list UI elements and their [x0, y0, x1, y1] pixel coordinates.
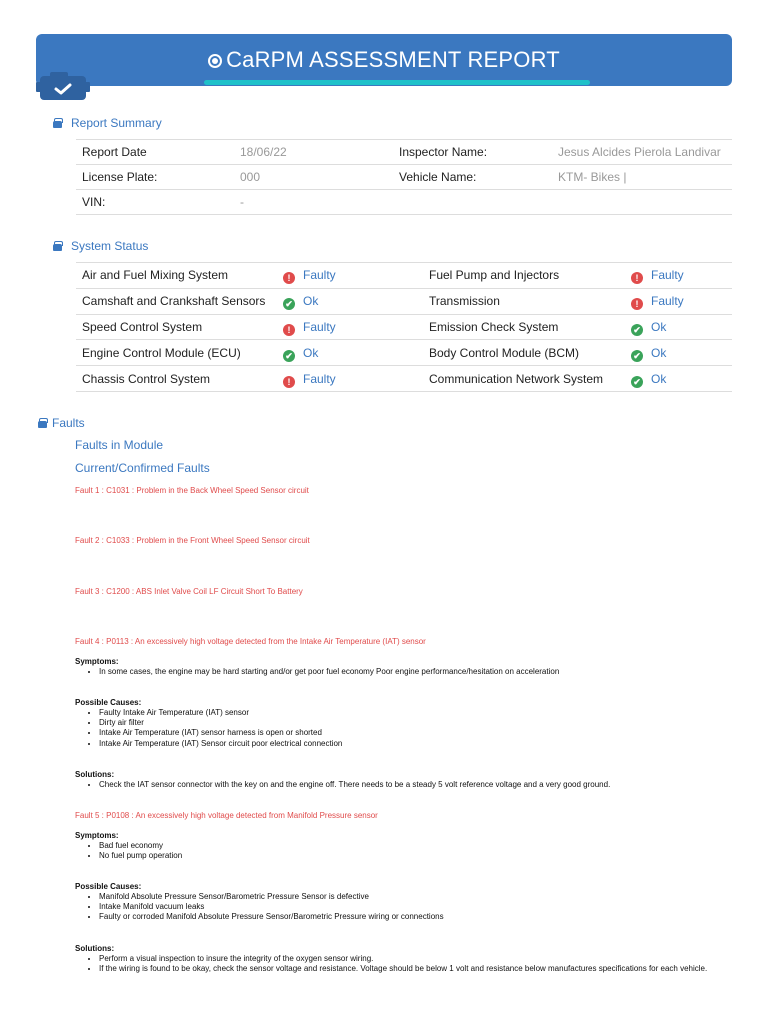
status-badge [283, 294, 318, 308]
system-status-cell [277, 263, 423, 289]
causes-label: Possible Causes: [75, 882, 142, 891]
status-text: Faulty [651, 268, 684, 283]
solutions-label: Solutions: [75, 770, 115, 779]
status-badge [631, 320, 666, 334]
table-row [76, 140, 732, 165]
fault-5-title: Fault 5 : P0108 : An excessively high voltage detected from Manifold Pressure sensor [75, 811, 378, 820]
status-text: Ok [303, 294, 319, 309]
system-name: Fuel Pump and Injectors [423, 263, 625, 289]
list-item: • Bad fuel economy [99, 841, 719, 851]
vin-value: - [234, 190, 393, 215]
report-summary-table [76, 139, 732, 215]
table-row [76, 263, 732, 289]
system-status-cell [625, 314, 732, 340]
table-row [76, 190, 732, 215]
report-title: CaRPM ASSESSMENT REPORT [36, 47, 732, 73]
system-status-cell [277, 288, 423, 314]
system-status-cell [625, 366, 732, 392]
system-name: Camshaft and Crankshaft Sensors [76, 288, 277, 314]
field-label: Vehicle Name: [393, 165, 552, 190]
status-text: Faulty [303, 268, 336, 283]
empty-cell [393, 190, 552, 215]
list-item: • Perform a visual inspection to insure the integrity of the oxygen sensor wiring. [99, 954, 719, 964]
vehicle-name-value: KTM- Bikes | [552, 165, 732, 190]
symptoms-label: Symptoms: [75, 657, 119, 666]
list-item: • If the wiring is found to be okay, check the sensor voltage and resistance. Voltage should be below 1 volt and resistance below manufactures specifications for each vehicle. [99, 964, 719, 974]
status-badge [283, 268, 336, 282]
exclamation-icon: ! [631, 298, 643, 310]
field-label: Inspector Name: [393, 140, 552, 165]
fault-4-symptoms-list [99, 667, 719, 677]
system-name: Chassis Control System [76, 366, 277, 392]
inspector-name-value: Jesus Alcides Pierola Landivar [552, 140, 732, 165]
status-text: Faulty [303, 319, 336, 334]
report-header-banner [36, 34, 732, 86]
fault-2-title: Fault 2 : C1033 : Problem in the Front Wheel Speed Sensor circuit [75, 536, 310, 545]
exclamation-icon: ! [283, 272, 295, 284]
system-status-cell [277, 340, 423, 366]
system-status-cell [625, 288, 732, 314]
section-report-summary: Report Summary [53, 116, 162, 130]
status-badge [283, 372, 336, 386]
list-item: • Faulty or corroded Manifold Absolute Pressure Sensor/Barometric Pressure wiring or connections [99, 912, 719, 922]
exclamation-icon: ! [283, 376, 295, 388]
exclamation-icon: ! [283, 324, 295, 336]
car-icon [53, 121, 62, 128]
status-text: Ok [651, 319, 667, 334]
status-badge [631, 294, 684, 308]
carpm-logo-icon [208, 54, 222, 68]
car-icon [53, 244, 62, 251]
thumbs-up-icon: ✔ [631, 376, 643, 388]
list-item: • Intake Air Temperature (IAT) Sensor circuit poor electrical connection [99, 739, 719, 749]
system-name: Communication Network System [423, 366, 625, 392]
system-status-cell [625, 263, 732, 289]
symptoms-label: Symptoms: [75, 831, 119, 840]
table-row [76, 288, 732, 314]
thumbs-up-icon: ✔ [631, 350, 643, 362]
system-status-table [76, 262, 732, 392]
field-label: License Plate: [76, 165, 234, 190]
status-badge [631, 372, 666, 386]
status-text: Faulty [303, 371, 336, 386]
fault-4-causes-list [99, 708, 719, 749]
list-item: • Check the IAT sensor connector with the key on and the engine off. There needs to be a steady 5 volt reference voltage and a very good ground. [99, 780, 719, 790]
section-system-status: System Status [53, 239, 148, 253]
fault-5-solutions-list [99, 954, 719, 974]
fault-4-title: Fault 4 : P0113 : An excessively high voltage detected from the Intake Air Temperature (IAT) sensor [75, 637, 426, 646]
list-item: • Intake Manifold vacuum leaks [99, 902, 719, 912]
status-text: Ok [651, 345, 667, 360]
solutions-label: Solutions: [75, 944, 115, 953]
table-row [76, 366, 732, 392]
status-badge [631, 346, 666, 360]
system-status-cell [625, 340, 732, 366]
field-label: Report Date [76, 140, 234, 165]
system-name: Air and Fuel Mixing System [76, 263, 277, 289]
system-status-cell [277, 366, 423, 392]
section-faults: Faults [38, 416, 85, 430]
status-text: Faulty [651, 294, 684, 309]
system-status-cell [277, 314, 423, 340]
fault-1-title: Fault 1 : C1031 : Problem in the Back Wheel Speed Sensor circuit [75, 486, 309, 495]
title-underline [204, 80, 590, 85]
table-row [76, 340, 732, 366]
fault-4-solutions-list [99, 780, 719, 790]
list-item: • Dirty air filter [99, 718, 719, 728]
thumbs-up-icon: ✔ [283, 298, 295, 310]
car-icon [38, 421, 47, 428]
table-row [76, 165, 732, 190]
system-name: Body Control Module (BCM) [423, 340, 625, 366]
fault-5-symptoms-list [99, 841, 719, 861]
system-name: Transmission [423, 288, 625, 314]
list-item: • Faulty Intake Air Temperature (IAT) sensor [99, 708, 719, 718]
current-faults-heading: Current/Confirmed Faults [75, 461, 210, 475]
license-plate-value: 000 [234, 165, 393, 190]
exclamation-icon: ! [631, 272, 643, 284]
empty-cell [552, 190, 732, 215]
list-item: • Intake Air Temperature (IAT) sensor harness is open or shorted [99, 728, 719, 738]
list-item: • In some cases, the engine may be hard starting and/or get poor fuel economy Poor engine performance/hesitation on acceleration [99, 667, 719, 677]
field-label: VIN: [76, 190, 234, 215]
list-item: • No fuel pump operation [99, 851, 719, 861]
status-badge [283, 320, 336, 334]
system-name: Engine Control Module (ECU) [76, 340, 277, 366]
status-text: Ok [303, 345, 319, 360]
engine-check-icon [36, 70, 90, 104]
status-badge [631, 268, 684, 282]
faults-in-module-heading: Faults in Module [75, 438, 164, 452]
fault-5-causes-list [99, 892, 719, 923]
thumbs-up-icon: ✔ [283, 350, 295, 362]
fault-3-title: Fault 3 : C1200 : ABS Inlet Valve Coil LF Circuit Short To Battery [75, 587, 303, 596]
report-date-value: 18/06/22 [234, 140, 393, 165]
list-item: • Manifold Absolute Pressure Sensor/Barometric Pressure Sensor is defective [99, 892, 719, 902]
system-name: Speed Control System [76, 314, 277, 340]
causes-label: Possible Causes: [75, 698, 142, 707]
status-text: Ok [651, 371, 667, 386]
thumbs-up-icon: ✔ [631, 324, 643, 336]
system-name: Emission Check System [423, 314, 625, 340]
table-row [76, 314, 732, 340]
status-badge [283, 346, 318, 360]
